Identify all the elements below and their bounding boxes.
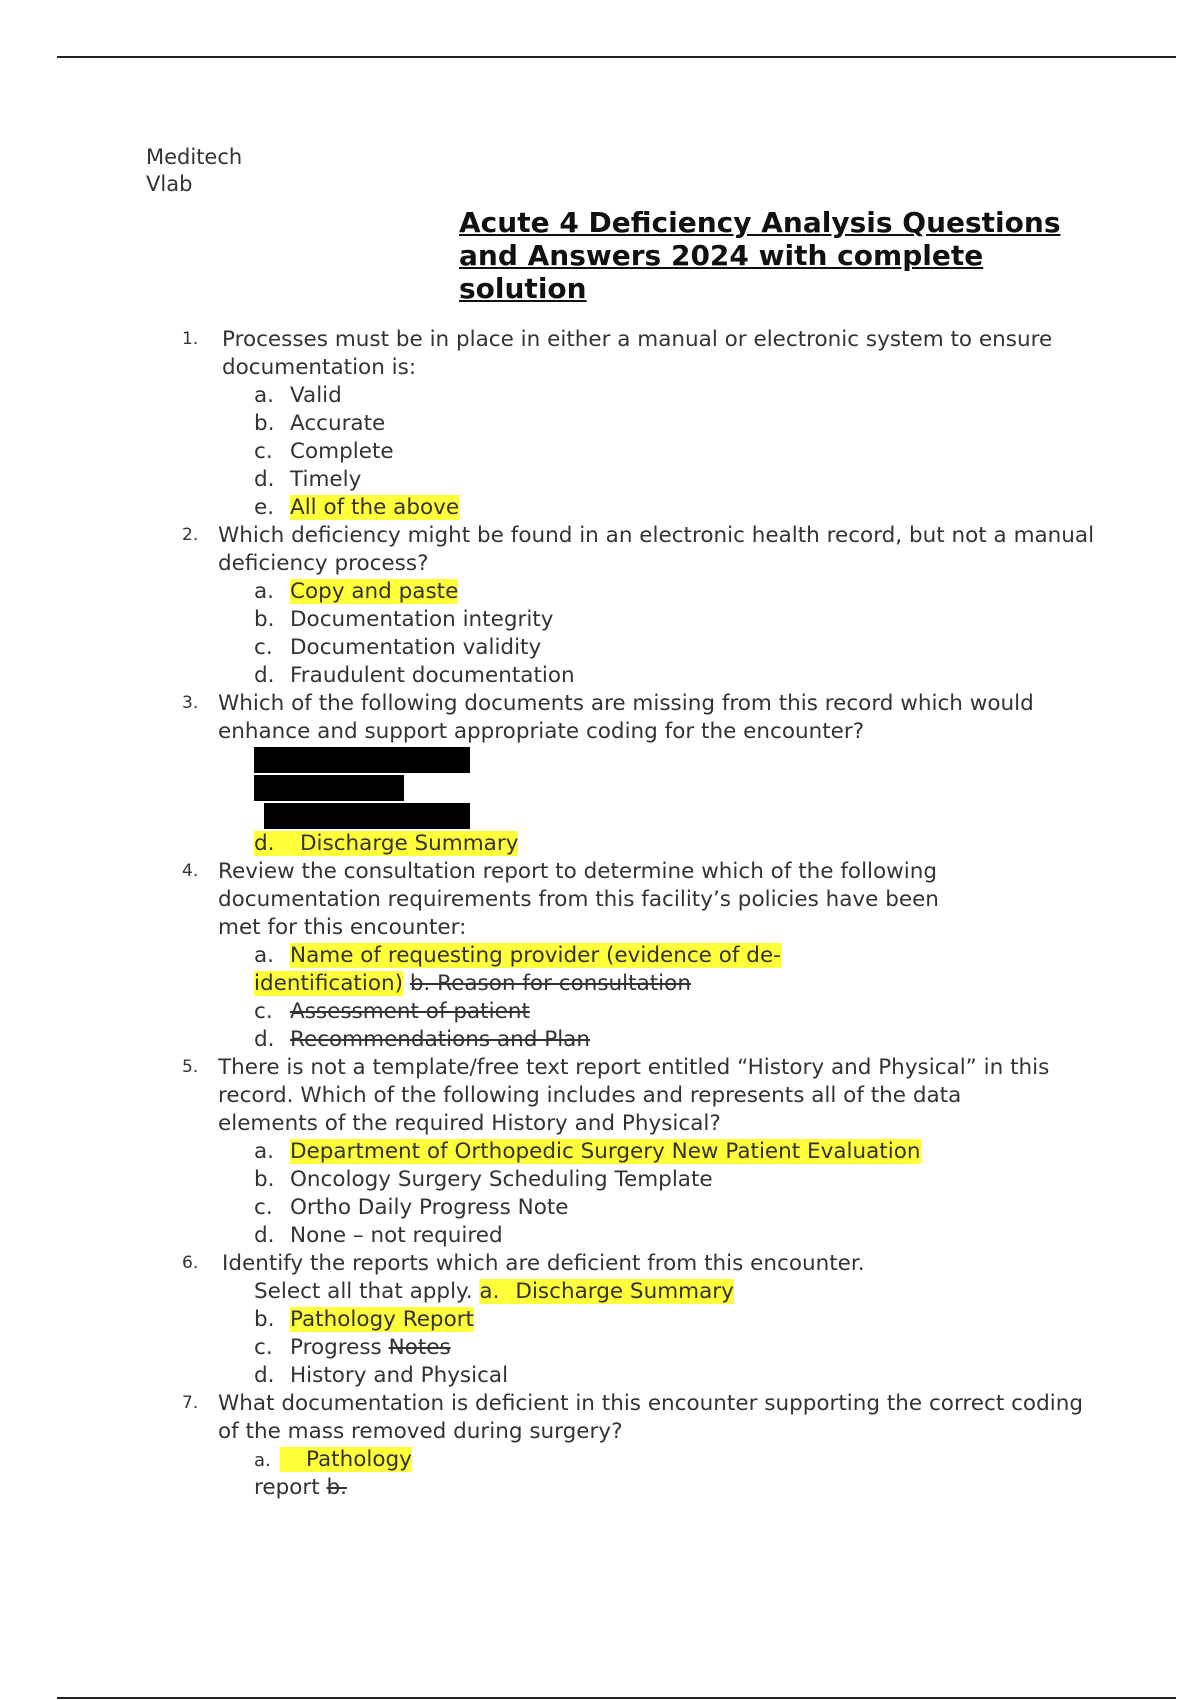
option-text: History and Physical bbox=[290, 1363, 509, 1388]
question-number: 4. bbox=[182, 861, 199, 881]
option-text: Documentation integrity bbox=[290, 607, 554, 632]
option-text: Valid bbox=[290, 383, 342, 408]
option-letter: e. bbox=[254, 495, 275, 520]
redaction-block bbox=[254, 746, 1200, 774]
option bbox=[254, 1166, 1200, 1194]
struck-option bbox=[254, 998, 1200, 1026]
option-letter: b. bbox=[254, 1167, 275, 1192]
option-text: Ortho Daily Progress Note bbox=[290, 1195, 569, 1220]
question-text: Identify the reports which are deficient from this encounter. bbox=[222, 1251, 865, 1276]
option bbox=[254, 410, 1200, 438]
question-6 bbox=[0, 1250, 1200, 1278]
question-text-continued: Select all that apply. bbox=[254, 1279, 473, 1304]
option-text: Complete bbox=[290, 439, 394, 464]
option-continuation bbox=[254, 1474, 1200, 1502]
option-letter: a. bbox=[479, 1279, 500, 1304]
redaction-block bbox=[254, 774, 1200, 802]
option-letter: c. bbox=[254, 635, 273, 660]
option bbox=[254, 382, 1200, 410]
question-2 bbox=[0, 522, 1200, 578]
option-letter: b. bbox=[254, 411, 275, 436]
option-letter: b. bbox=[254, 1307, 275, 1332]
question-1 bbox=[0, 326, 1200, 382]
option-letter: c. bbox=[254, 1195, 273, 1220]
option-answer bbox=[254, 1138, 1200, 1166]
redaction-block bbox=[254, 802, 1200, 830]
question-number: 2. bbox=[182, 525, 199, 545]
document-title: Acute 4 Deficiency Analysis Questions and Answers 2024 with complete solution bbox=[459, 206, 1061, 305]
option-text: Assessment of patient bbox=[290, 999, 530, 1024]
option-text: Oncology Surgery Scheduling Template bbox=[290, 1167, 713, 1192]
option bbox=[254, 1362, 1200, 1390]
option-text: Accurate bbox=[290, 411, 386, 436]
option-text-highlighted bbox=[254, 831, 518, 856]
option bbox=[254, 634, 1200, 662]
option-answer bbox=[254, 1306, 1200, 1334]
question-text: Review the consultation report to determine which of the following documentation requirements from this facility’s policies have been met for this encounter: bbox=[218, 859, 939, 940]
option-text: Progress bbox=[290, 1335, 382, 1360]
bottom-rule bbox=[57, 1697, 1176, 1699]
question-5 bbox=[0, 1054, 1200, 1138]
option-letter: c. bbox=[254, 999, 273, 1024]
option-answer bbox=[254, 494, 1200, 522]
option-letter: a. bbox=[254, 1450, 271, 1471]
option bbox=[254, 1334, 1200, 1362]
struck-option-text: b. Reason for consultation bbox=[409, 971, 691, 996]
option bbox=[254, 438, 1200, 466]
option-text-highlighted: identification) bbox=[254, 971, 403, 996]
option-text: Recommendations and Plan bbox=[290, 1027, 590, 1052]
option-text: None – not required bbox=[290, 1223, 503, 1248]
option-text: Documentation validity bbox=[290, 635, 542, 660]
struck-option-text: Notes bbox=[388, 1335, 451, 1360]
option-text-highlighted: Department of Orthopedic Surgery New Patient Evaluation bbox=[290, 1139, 921, 1164]
question-text: There is not a template/free text report entitled “History and Physical” in this record. Which of the following includes and represents all of the data elements of the required History and Physical? bbox=[218, 1055, 1050, 1136]
question-text: What documentation is deficient in this encounter supporting the correct coding of the mass removed during surgery? bbox=[218, 1391, 1083, 1444]
option-answer bbox=[254, 830, 1200, 858]
option-continuation bbox=[254, 970, 1200, 998]
question-number: 7. bbox=[182, 1393, 199, 1413]
option-letter: d. bbox=[254, 663, 275, 688]
question-list bbox=[0, 326, 1200, 1502]
question-3 bbox=[0, 690, 1200, 746]
option-letter: a. bbox=[254, 383, 275, 408]
option bbox=[254, 662, 1200, 690]
option-letter: c. bbox=[254, 1335, 273, 1360]
option-letter: b. bbox=[254, 607, 275, 632]
option-answer bbox=[254, 578, 1200, 606]
struck-option-text: b. bbox=[326, 1475, 347, 1500]
option-text: Discharge Summary bbox=[515, 1279, 734, 1304]
option-letter: d. bbox=[254, 467, 275, 492]
option-text: Fraudulent documentation bbox=[290, 663, 575, 688]
option-text: Timely bbox=[290, 467, 362, 492]
option-letter: a. bbox=[254, 579, 275, 604]
top-rule bbox=[57, 56, 1176, 58]
org-line-2: Vlab bbox=[146, 172, 193, 196]
option-text-highlighted: Pathology Report bbox=[290, 1307, 474, 1332]
option-letter: d. bbox=[254, 1223, 275, 1248]
question-text: Which of the following documents are missing from this record which would enhance and support appropriate coding for the encounter? bbox=[218, 691, 1034, 744]
option-answer bbox=[254, 942, 1200, 970]
option-text: Discharge Summary bbox=[300, 831, 519, 856]
option-letter: a. bbox=[254, 943, 275, 968]
option-text-highlighted: Pathology bbox=[280, 1447, 412, 1472]
option-text-highlighted: Name of requesting provider (evidence of de- bbox=[290, 943, 781, 968]
option-text: report bbox=[254, 1475, 320, 1500]
option bbox=[254, 606, 1200, 634]
option-letter: d. bbox=[254, 1363, 275, 1388]
question-text: Processes must be in place in either a manual or electronic system to ensure documentation is: bbox=[222, 327, 1053, 380]
option-letter: a. bbox=[254, 1139, 275, 1164]
question-4 bbox=[0, 858, 1200, 942]
organization-block bbox=[146, 144, 242, 198]
option-answer bbox=[254, 1446, 1200, 1474]
option-letter: c. bbox=[254, 439, 273, 464]
question-7 bbox=[0, 1390, 1200, 1446]
question-number: 6. bbox=[182, 1253, 199, 1273]
option bbox=[254, 1222, 1200, 1250]
option-text-highlighted: All of the above bbox=[290, 495, 460, 520]
option-letter: d. bbox=[254, 831, 275, 856]
option-text-highlighted: Copy and paste bbox=[290, 579, 459, 604]
option bbox=[254, 1194, 1200, 1222]
option-answer bbox=[254, 1278, 1200, 1306]
question-number: 1. bbox=[182, 329, 199, 349]
question-text: Which deficiency might be found in an electronic health record, but not a manual deficiency process? bbox=[218, 523, 1095, 576]
option-letter: d. bbox=[254, 1027, 275, 1052]
question-number: 5. bbox=[182, 1057, 199, 1077]
struck-option bbox=[254, 1026, 1200, 1054]
option-text-highlighted bbox=[479, 1279, 733, 1304]
option bbox=[254, 466, 1200, 494]
org-line-1: Meditech bbox=[146, 145, 243, 169]
question-number: 3. bbox=[182, 693, 199, 713]
